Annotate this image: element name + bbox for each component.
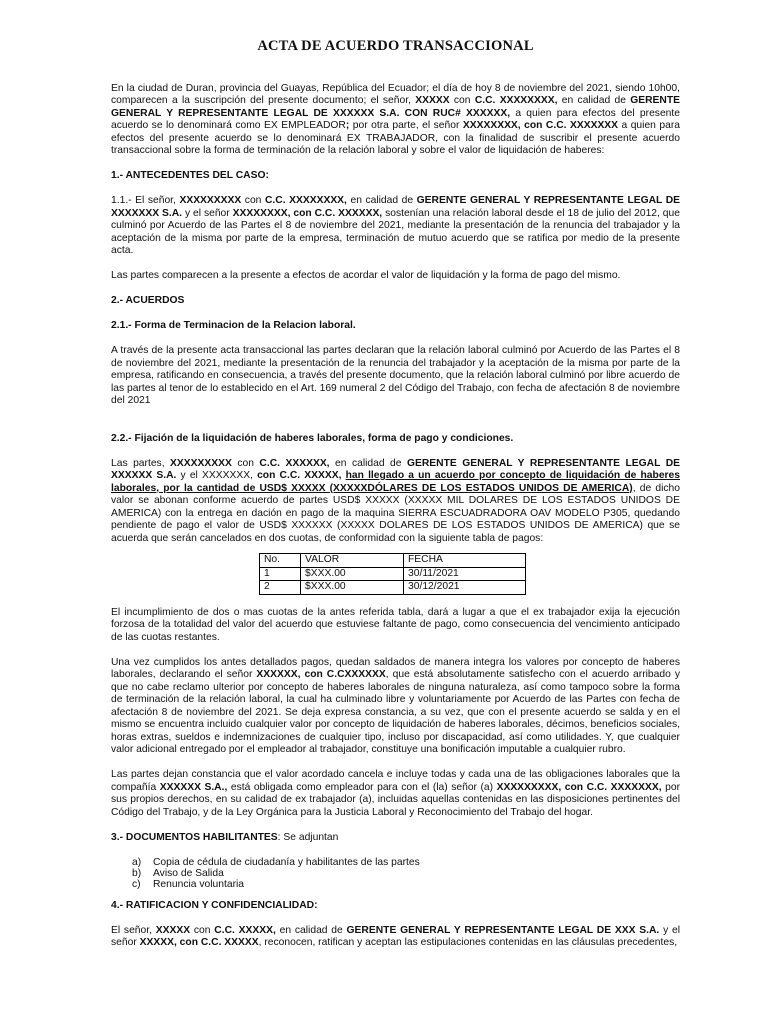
text-run: en calidad de [346, 195, 417, 206]
text-run: en calidad de [557, 95, 631, 106]
text-run: Las partes, [111, 457, 171, 469]
text-run: 1.1.- El señor, [111, 195, 180, 206]
text-run: El señor, [111, 924, 156, 936]
bold-text: GERENTE GENERAL Y REPRESENTANTE LEGAL DE XXXXXXX S.A. [111, 195, 681, 219]
table-header-cell: FECHA [404, 554, 526, 568]
bold-text: XXXXX [415, 95, 450, 106]
bold-text: XXXXXXXX, con C.C. XXXXXXX [462, 120, 619, 131]
section-2-1-heading: 2.1.- Forma de Terminacion de la Relacion laboral. [111, 320, 356, 331]
table-row [260, 581, 526, 595]
bold-text: XXXXXX S.A., [159, 781, 228, 793]
table-cell: 2 [260, 581, 301, 595]
list-item [132, 857, 680, 868]
list-item-marker: a) [132, 856, 142, 868]
text-run: : Se adjuntan [277, 831, 339, 843]
section-1-paragraph-2: Las partes comparecen a la presente a efectos de acordar el valor de liquidación y la forma de pago del mismo. [111, 270, 621, 281]
bold-text: XXXXXX, con C.CXXXXXX [256, 669, 386, 680]
section-2-2-paragraph-3 [111, 657, 680, 757]
list-item-marker: c) [132, 878, 141, 890]
text-run: y el señor [182, 207, 233, 219]
bold-text: 3.- DOCUMENTOS HABILITANTES [111, 831, 278, 843]
section-2-1-paragraph: A través de la presente acta transaccional las partes declaran que la relación laboral culminó por Acuerdo de las Partes el 8 de noviembre del 2021, mediante la presentación de la renuncia del trabajador y la aceptación de la misma por parte de la empresa, ratificando en consecuencia, a través del presente documento, que la relación laboral culminó por libre acuerdo de las partes al tenor de lo establecido en el Art. 169 numeral 2 del Código del Trabajo, con fecha de afectación 8 de noviembre del 2021 [111, 345, 680, 406]
table-cell: 1 [260, 567, 301, 581]
bold-text: con C.C. XXXXX, [257, 470, 342, 481]
bold-text: XXXXX, con C.C. XXXXX [139, 937, 259, 948]
text-run: y el señor [111, 924, 681, 948]
text-run: está obligada como empleador para con el (la) señor (a) [227, 781, 497, 793]
underlined-text: han llegado a un acuerdo por concepto de liquidación de haberes laborales, por la cantidad de USD$ XXXXX (XXXXXDÓLARES DE LOS ESTADOS UNIDOS DE AMERICA) [111, 470, 681, 494]
text-run: en calidad de [275, 924, 347, 936]
bold-text: GERENTE GENERAL Y REPRESENTANTE LEGAL DE XXXXXX S.A. CON RUC# XXXXXX, [111, 95, 681, 119]
section-2-heading: 2.- ACUERDOS [111, 295, 185, 306]
text-run: sostenían una relación laboral desde el 18 de julio del 2012, que culminó por Acuerdo de las Partes el 8 de noviembre del 2021, mediante la presentación de la renuncia del trabajador y la aceptación de la misma por parte de la empresa, terminación de mutuo acuerdo que se ratifica por medio de la presente acta. [111, 207, 680, 256]
text-run: y el XXXXXXX, [176, 470, 258, 481]
bold-text: C.C. XXXXX, [214, 924, 276, 936]
bold-text: GERENTE GENERAL Y REPRESENTANTE LEGAL DE XXXXXX S.A. [111, 457, 680, 481]
section-3-heading [111, 832, 680, 845]
table-header-cell: No. [260, 554, 301, 568]
bold-text: ; [345, 120, 350, 131]
payment-table [259, 553, 526, 595]
text-run: por sus propios derechos, en su calidad de ex trabajador (a), incluidas aquellas contenidas en las disposiciones pertinentes del Código del Trabajo, y de la Ley Orgánica para la Justicia Laboral y Reconocimiento del Trabajo del hogar. [111, 781, 680, 818]
documents-list [111, 857, 680, 890]
table-header-row [260, 554, 526, 568]
list-item [132, 879, 680, 890]
text-run: Una vez cumplidos los antes detallados pagos, quedan saldados de manera integra los valores por concepto de haberes laborales, declarando el señor [111, 656, 680, 680]
text-run: en calidad de [329, 457, 407, 469]
bold-text: XXXXXXXXX [179, 195, 242, 206]
list-item-text: Renuncia voluntaria [153, 878, 245, 890]
bold-text: XXXXXXXX, con C.C. XXXXXX, [232, 207, 383, 219]
bold-text: C.C. XXXXXXXX, [474, 95, 558, 106]
table-cell: 30/12/2021 [404, 581, 526, 595]
text-run: En la ciudad de Duran, provincia del Guayas, República del Ecuador; el día de hoy 8 de noviembre del 2021, siendo 10h00, comparecen a la suscripción del presente documento; el señor, [111, 82, 680, 106]
text-run: con [449, 95, 475, 106]
text-run: con [190, 924, 215, 936]
bold-text: XXXXXXXXX [170, 457, 232, 469]
section-4-paragraph [111, 925, 680, 950]
document-title: ACTA DE ACUERDO TRANSACCIONAL [257, 38, 534, 54]
table-row [260, 567, 526, 581]
intro-paragraph [111, 83, 680, 158]
bold-text: GERENTE GENERAL Y REPRESENTANTE LEGAL DE XXX S.A. [346, 924, 660, 936]
section-2-2-paragraph-1 [111, 458, 680, 546]
section-2-2-paragraph-2: El incumplimiento de dos o mas cuotas de la antes referida tabla, dará a lugar a que el ex trabajador exija la ejecución forzosa de la totalidad del valor del acuerdo que estuviese faltante de pago, como consecuencia del vencimiento anticipado de las cuotas restantes. [111, 606, 680, 643]
list-item-text: Copia de cédula de ciudadanía y habilitantes de las partes [153, 856, 420, 868]
list-item-marker: b) [132, 867, 142, 879]
text-run: Las partes dejan constancia que el valor acordado cancela e incluye todas y cada una de las obligaciones laborales que la compañía [111, 769, 680, 793]
text-run: a quien para efectos del presente acuerdo se lo denominará como EX EMPLEADOR [111, 107, 680, 131]
text-run: , de dicho valor se abonan conforme acuerdo de partes USD$ XXXXX (XXXXX MIL DOLARES DE LOS ESTADOS UNIDOS DE AMERICA) con la entrega en dación en pago de la maquina SIERRA ESCUADRADORA OAV MODELO P305, quedando pendiente de pago el valor de USD$ XXXXXX (XXXXX DOLARES DE LOS ESTADOS UNIDOS DE AMERICA) que se acuerda que serán cancelados en dos cuotas, de conformidad con la siguiente tabla de pagos: [111, 482, 680, 544]
bold-text: C.C. XXXXXXXX, [264, 195, 347, 206]
table-header-cell: VALOR [301, 554, 404, 568]
bold-text: XXXXXXXXX, con C.C. XXXXXXX, [496, 781, 662, 793]
list-item [132, 868, 680, 879]
section-2-2-paragraph-4 [111, 769, 680, 819]
table-cell: $XXX.00 [301, 581, 404, 595]
text-run: , que está absolutamente satisfecho con el acuerdo arribado y que no cabe reclamo ulterior por concepto de haberes laborales de ninguna naturaleza, así como tampoco sobre la forma de terminación de la relación laboral, la cual ha culminado libre y voluntariamente por Acuerdo de las Partes con fecha de afectación 8 de noviembre del 2021. Se deja expresa constancia, a su vez, que con el presente acuerdo se salda y en el mismo se encuentra incluido cualquier valor por concepto de liquidación de haberes laborales, décimos, beneficios sociales, horas extras, sueldos e indemnizaciones de cualquier tipo, incluso por discapacidad, así como utilidades. Y, que cualquier valor adicional entregado por el empleador al trabajador, constituye una bonificación imputable a cualquier rubro. [111, 669, 680, 755]
table-cell: 30/11/2021 [404, 567, 526, 581]
list-item-text: Aviso de Salida [153, 867, 224, 879]
section-1-1-paragraph [111, 195, 680, 258]
text-run: por otra parte, el señor [349, 120, 463, 131]
section-1-heading: 1.- ANTECEDENTES DEL CASO: [111, 170, 269, 181]
section-2-2-heading: 2.2.- Fijación de la liquidación de haberes laborales, forma de pago y condiciones. [111, 432, 514, 444]
section-4-heading: 4.- RATIFICACION Y CONFIDENCIALIDAD: [111, 899, 318, 911]
bold-text: XXXXX [155, 924, 191, 936]
text-run: con [241, 195, 265, 206]
text-run: a quien para efectos del presente acuerdo se lo denominará EX TRABAJADOR, con la finalidad de suscribir el presente acuerdo transaccional sobre la forma de terminación de la relación laboral y sobre el valor de liquidación de haberes: [111, 120, 680, 156]
text-run: con [231, 457, 260, 469]
bold-text: C.C. XXXXXX, [259, 457, 330, 469]
table-cell: $XXX.00 [301, 567, 404, 581]
text-run: , reconocen, ratifican y aceptan las estipulaciones contenidas en las cláusulas precedentes, [258, 937, 678, 948]
